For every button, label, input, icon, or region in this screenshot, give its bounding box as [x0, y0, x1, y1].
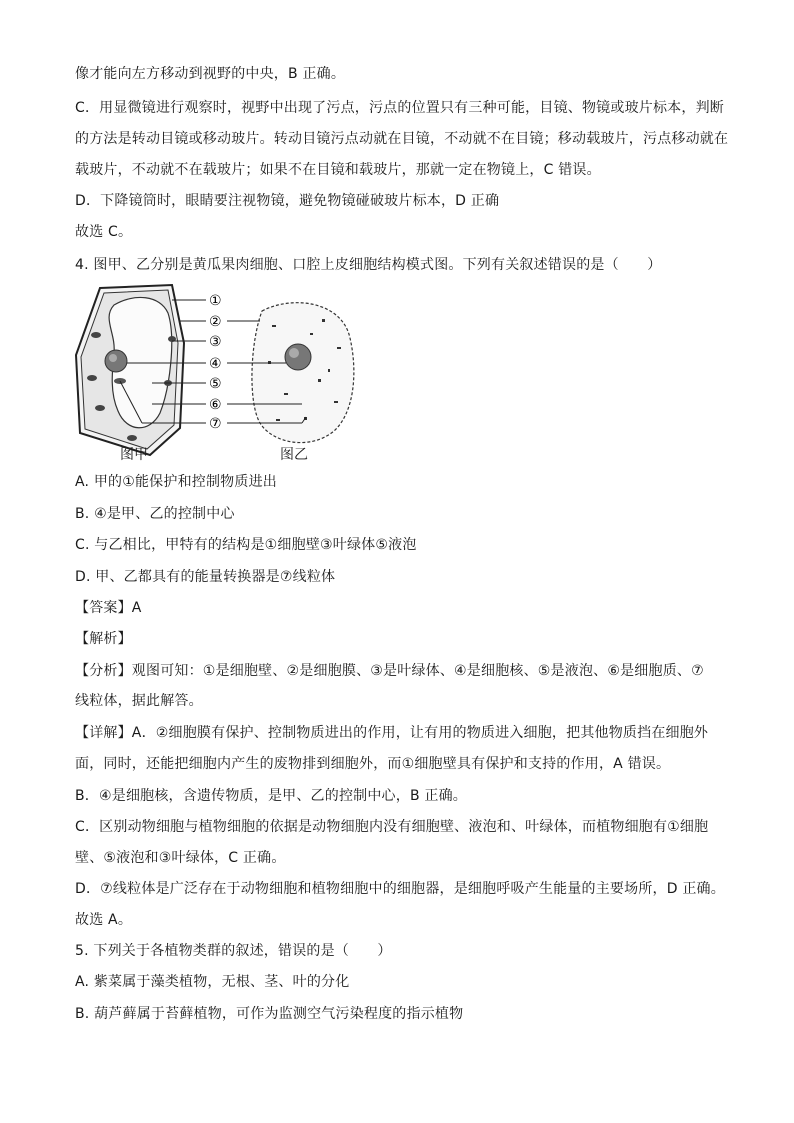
cell-diagram-svg [72, 283, 372, 468]
text-line: C．用显微镜进行观察时，视野中出现了污点，污点的位置只有三种可能，目镜、物镜或玻片标本，判断 [75, 100, 724, 116]
label-4: ④ [209, 356, 222, 372]
caption-figure-b: 图乙 [280, 447, 308, 463]
text-line: 故选 C。 [75, 224, 133, 240]
question-stem: 4. 图甲、乙分别是黄瓜果肉细胞、口腔上皮细胞结构模式图。下列有关叙述错误的是（ ） [75, 257, 662, 273]
text-line: 壁、⑤液泡和③叶绿体，C 正确。 [75, 850, 286, 866]
text-line: 故选 A。 [75, 912, 133, 928]
text-line: 载玻片，不动就不在载玻片；如果不在目镜和载玻片，那就一定在物镜上，C 错误。 [75, 162, 601, 178]
text-line: 线粒体，据此解答。 [75, 693, 203, 709]
option-d: D. 甲、乙都具有的能量转换器是⑦线粒体 [75, 569, 336, 585]
label-2: ② [209, 314, 222, 330]
plant-nucleus [105, 350, 127, 372]
question-stem: 5. 下列关于各植物类群的叙述，错误的是（ ） [75, 943, 392, 959]
option-c: C. 与乙相比，甲特有的结构是①细胞壁③叶绿体⑤液泡 [75, 537, 417, 553]
text-line: 【详解】A．②细胞膜有保护、控制物质进出的作用，让有用的物质进入细胞，把其他物质挡在细胞外 [75, 725, 709, 741]
option-b: B. ④是甲、乙的控制中心 [75, 506, 235, 522]
cell-diagram-figure [72, 283, 372, 468]
text-line: 【分析】观图可知：①是细胞壁、②是细胞膜、③是叶绿体、④是细胞核、⑤是液泡、⑥是细胞质、⑦ [75, 663, 704, 679]
label-1: ① [209, 293, 222, 309]
text-line: D．下降镜筒时，眼睛要注视物镜，避免物镜碰破玻片标本，D 正确 [75, 193, 500, 209]
text-line: 面，同时，还能把细胞内产生的废物排到细胞外，而①细胞壁具有保护和支持的作用，A 错误。 [75, 756, 671, 772]
animal-nucleus [285, 344, 311, 370]
option-b: B. 葫芦藓属于苔藓植物，可作为监测空气污染程度的指示植物 [75, 1006, 464, 1022]
option-a: A. 甲的①能保护和控制物质进出 [75, 474, 277, 490]
text-line: 像才能向左方移动到视野的中央，B 正确。 [75, 66, 346, 82]
label-3: ③ [209, 334, 222, 350]
text-line: D．⑦线粒体是广泛存在于动物细胞和植物细胞中的细胞器，是细胞呼吸产生能量的主要场所，D 正确。 [75, 881, 725, 897]
label-6: ⑥ [209, 397, 222, 413]
caption-figure-a: 图甲 [120, 447, 148, 463]
label-7: ⑦ [209, 416, 222, 432]
text-line: C．区别动物细胞与植物细胞的依据是动物细胞内没有细胞壁、液泡和、叶绿体，而植物细胞有①细胞 [75, 819, 709, 835]
answer-heading: 【答案】A [75, 600, 142, 616]
label-5: ⑤ [209, 376, 222, 392]
text-line: 的方法是转动目镜或移动玻片。转动目镜污点动就在目镜，不动就不在目镜；移动载玻片，污点移动就在 [75, 131, 729, 147]
option-a: A. 紫菜属于藻类植物，无根、茎、叶的分化 [75, 974, 350, 990]
text-line: B．④是细胞核，含遗传物质，是甲、乙的控制中心，B 正确。 [75, 788, 468, 804]
analysis-heading: 【解析】 [75, 631, 132, 647]
